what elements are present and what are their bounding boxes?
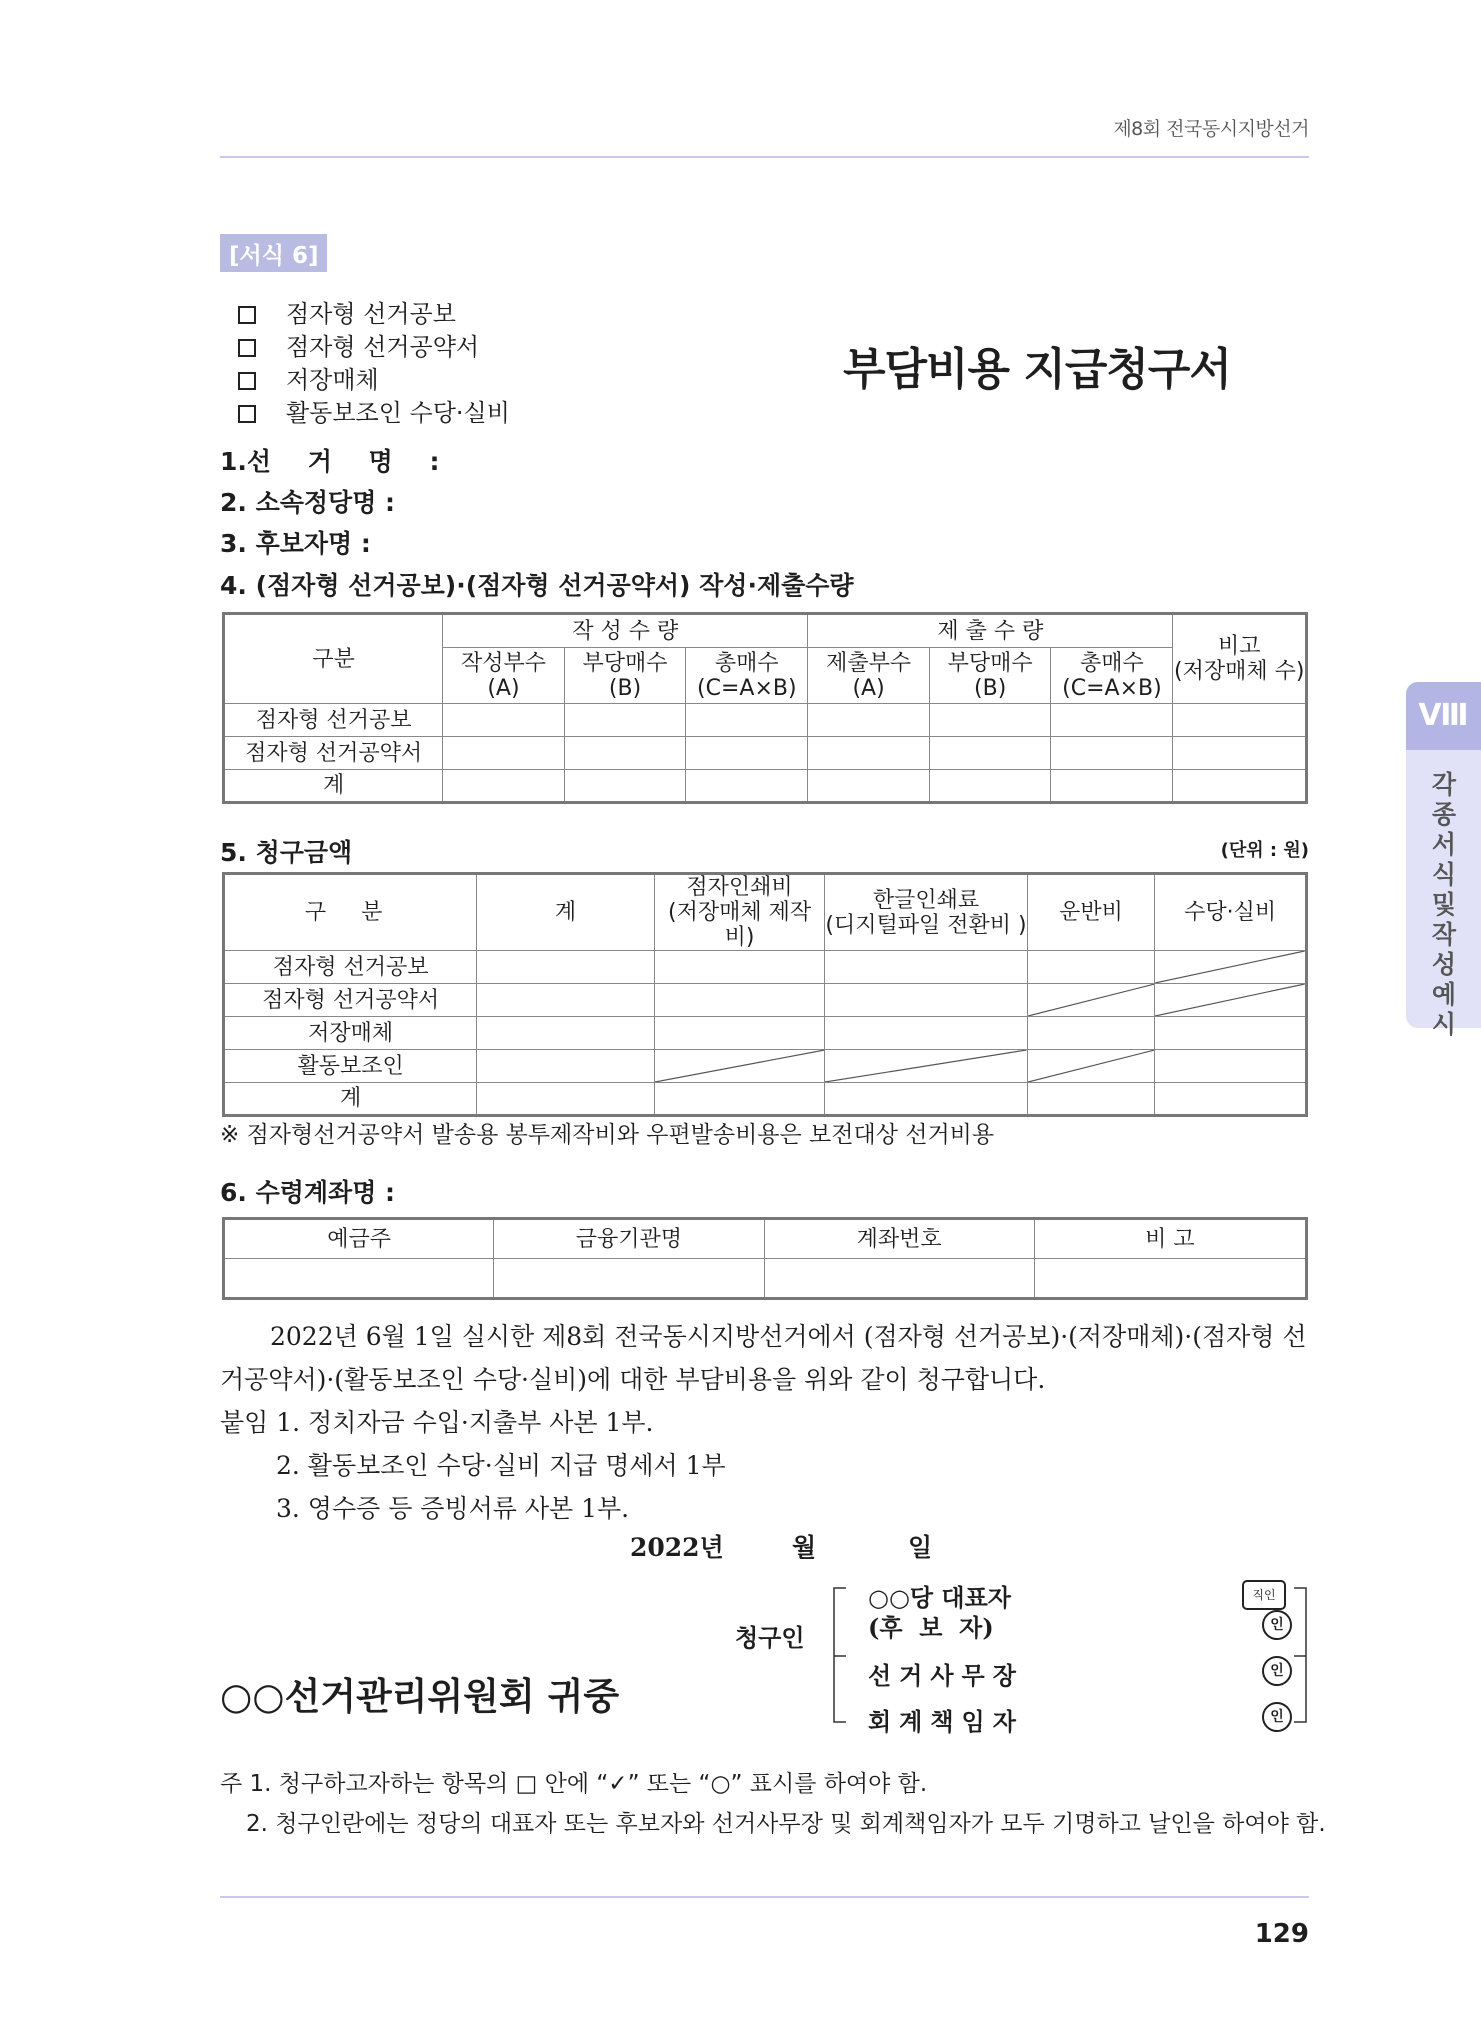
date-day: 일 xyxy=(908,1533,933,1562)
input-cell[interactable] xyxy=(564,737,686,770)
input-cell[interactable] xyxy=(825,1017,1027,1050)
checkbox-icon[interactable] xyxy=(238,339,256,357)
input-cell[interactable] xyxy=(1027,1083,1155,1116)
input-cell[interactable] xyxy=(494,1259,764,1299)
table2-header-transport: 운반비 xyxy=(1027,874,1155,951)
checklist xyxy=(238,298,510,430)
input-cell[interactable] xyxy=(808,704,930,737)
claimant-bracket-right xyxy=(1286,1580,1314,1730)
side-tab-roman: Ⅷ xyxy=(1406,682,1481,750)
campaign-manager: 선거사무장 xyxy=(868,1661,1024,1690)
table1-subheader: 총매수 (C=A×B) xyxy=(686,648,808,704)
input-cell[interactable] xyxy=(825,1083,1027,1116)
input-cell[interactable] xyxy=(477,951,654,984)
input-cell[interactable] xyxy=(1027,951,1155,984)
struck-cell xyxy=(654,1050,825,1083)
struck-cell xyxy=(1155,951,1307,984)
table1-subheader: 부당매수 (B) xyxy=(929,648,1051,704)
input-cell[interactable] xyxy=(825,951,1027,984)
table2-header-allowance: 수당·실비 xyxy=(1155,874,1307,951)
input-cell[interactable] xyxy=(1051,770,1173,803)
account-table xyxy=(222,1217,1308,1300)
table3-header: 금융기관명 xyxy=(494,1219,764,1259)
table3-header: 예금주 xyxy=(224,1219,494,1259)
input-cell[interactable] xyxy=(1034,1259,1306,1299)
table-row xyxy=(224,1259,1307,1299)
input-cell[interactable] xyxy=(1155,1017,1307,1050)
table-row: 저장매체 xyxy=(224,1017,1307,1050)
section-5-title: 5. 청구금액 xyxy=(220,838,353,867)
input-cell[interactable] xyxy=(477,1017,654,1050)
input-cell[interactable] xyxy=(1173,704,1307,737)
claimant-label: 청구인 xyxy=(735,1624,805,1652)
side-tab-label: 각종서식 및 작성예시 xyxy=(1431,770,1457,1039)
field-candidate-name: 3. 후보자명 : xyxy=(220,529,371,558)
table-row: 활동보조인 xyxy=(224,1050,1307,1083)
input-cell[interactable] xyxy=(686,770,808,803)
checkbox-icon[interactable] xyxy=(238,306,256,324)
attachment-2: 2. 활동보조인 수당·실비 지급 명세서 1부 xyxy=(276,1451,726,1480)
input-cell[interactable] xyxy=(654,951,825,984)
struck-cell xyxy=(1027,1050,1155,1083)
table-row: 계 xyxy=(224,770,1307,803)
claim-statement xyxy=(220,1315,1310,1530)
document-title: 부담비용 지급청구서 xyxy=(843,344,1231,395)
table1-subheader: 총매수 (C=A×B) xyxy=(1051,648,1173,704)
input-cell[interactable] xyxy=(1051,704,1173,737)
unit-label: (단위 : 원) xyxy=(1220,840,1309,861)
input-cell[interactable] xyxy=(929,770,1051,803)
official-stamp-box: 직인 xyxy=(1242,1580,1286,1610)
seal-icon: 인 xyxy=(1262,1610,1292,1640)
input-cell[interactable] xyxy=(654,1083,825,1116)
checklist-item[interactable]: 활동보조인 수당·실비 xyxy=(238,397,510,430)
claimant-bracket-left xyxy=(828,1580,856,1730)
input-cell[interactable] xyxy=(686,737,808,770)
note-text: ※ 점자형선거공약서 발송용 봉투제작비와 우편발송비용은 보전대상 선거비용 xyxy=(220,1122,995,1148)
seal-icon: 인 xyxy=(1262,1656,1292,1686)
input-cell[interactable] xyxy=(764,1259,1034,1299)
input-cell[interactable] xyxy=(1155,1050,1307,1083)
footnote-1: 주 1. 청구하고자하는 항목의 □ 안에 “✓” 또는 “○” 표시를 하여야 함. xyxy=(220,1771,928,1797)
input-cell[interactable] xyxy=(929,704,1051,737)
table-row: 점자형 선거공보 xyxy=(224,704,1307,737)
table2-header-braille: 점자인쇄비 (저장매체 제작비) xyxy=(654,874,825,951)
footnotes xyxy=(220,1764,1326,1844)
input-cell[interactable] xyxy=(929,737,1051,770)
running-title: 제8회 전국동시지방선거 xyxy=(1113,118,1309,140)
section-6-title: 6. 수령계좌명 : xyxy=(220,1178,396,1207)
attachment-3: 3. 영수증 등 증빙서류 사본 1부. xyxy=(276,1494,630,1523)
checklist-item[interactable]: 점자형 선거공보 xyxy=(238,298,510,331)
table2-header-gubun: 구 분 xyxy=(224,874,477,951)
candidate-label: (후 보 자) xyxy=(868,1613,994,1642)
input-cell[interactable] xyxy=(808,737,930,770)
input-cell[interactable] xyxy=(1155,1083,1307,1116)
table3-header: 비 고 xyxy=(1034,1219,1306,1259)
header-divider xyxy=(220,156,1309,158)
quantity-table xyxy=(222,612,1308,804)
input-cell[interactable] xyxy=(443,770,565,803)
claim-amount-table xyxy=(222,872,1308,1117)
checklist-item[interactable]: 점자형 선거공약서 xyxy=(238,331,510,364)
input-cell[interactable] xyxy=(825,984,1027,1017)
table1-subheader: 부당매수 (B) xyxy=(564,648,686,704)
checkbox-icon[interactable] xyxy=(238,405,256,423)
table-row: 점자형 선거공약서 xyxy=(224,984,1307,1017)
input-cell[interactable] xyxy=(1027,1017,1155,1050)
table1-subheader: 작성부수 (A) xyxy=(443,648,565,704)
input-cell[interactable] xyxy=(224,1259,494,1299)
table3-header: 계좌번호 xyxy=(764,1219,1034,1259)
input-cell[interactable] xyxy=(654,984,825,1017)
struck-cell xyxy=(1027,984,1155,1017)
table1-subheader: 제출부수 (A) xyxy=(808,648,930,704)
attachment-1: 붙임 1. 정치자금 수입·지출부 사본 1부. xyxy=(220,1408,654,1437)
input-cell[interactable] xyxy=(443,737,565,770)
checkbox-icon[interactable] xyxy=(238,372,256,390)
field-party-name: 2. 소속정당명 : xyxy=(220,488,396,517)
table2-header-hangul: 한글인쇄료 (디지털파일 전환비 ) xyxy=(825,874,1027,951)
footer-divider xyxy=(220,1896,1309,1898)
table1-header-submit: 제 출 수 량 xyxy=(808,614,1173,648)
table-row: 점자형 선거공약서 xyxy=(224,737,1307,770)
input-cell[interactable] xyxy=(1173,737,1307,770)
table-row: 점자형 선거공보 xyxy=(224,951,1307,984)
section-4-title: 4. (점자형 선거공보)·(점자형 선거공약서) 작성·제출수량 xyxy=(220,571,854,600)
struck-cell xyxy=(1155,984,1307,1017)
table-row: 계 xyxy=(224,1083,1307,1116)
input-cell[interactable] xyxy=(477,1083,654,1116)
table1-header-note: 비고 (저장매체 수) xyxy=(1173,614,1307,704)
table1-header-make: 작 성 수 량 xyxy=(443,614,808,648)
input-cell[interactable] xyxy=(1051,737,1173,770)
claim-paragraph: 2022년 6월 1일 실시한 제8회 전국동시지방선거에서 (점자형 선거공보)·(저장매체)·(점자형 선거공약서)·(활동보조인 수당·실비)에 대한 부담비용을 위와 같이 청구합니다. xyxy=(220,1322,1307,1394)
field-election-name: 1.선 거 명 : xyxy=(220,447,454,476)
input-cell[interactable] xyxy=(654,1017,825,1050)
checklist-item[interactable]: 저장매체 xyxy=(238,364,510,397)
input-cell[interactable] xyxy=(808,770,930,803)
table2-header-total: 계 xyxy=(477,874,654,951)
form-tag: [서식 6] xyxy=(220,234,327,272)
accountant: 회계책임자 xyxy=(868,1707,1024,1736)
input-cell[interactable] xyxy=(564,704,686,737)
seal-icon: 인 xyxy=(1262,1702,1292,1732)
input-cell[interactable] xyxy=(477,984,654,1017)
struck-cell xyxy=(825,1050,1027,1083)
input-cell[interactable] xyxy=(443,704,565,737)
input-cell[interactable] xyxy=(1173,770,1307,803)
table1-header-gubun: 구분 xyxy=(224,614,443,704)
date-year: 2022년 xyxy=(630,1533,724,1562)
input-cell[interactable] xyxy=(564,770,686,803)
recipient: ○○선거관리위원회 귀중 xyxy=(220,1675,620,1718)
input-cell[interactable] xyxy=(686,704,808,737)
input-cell[interactable] xyxy=(477,1050,654,1083)
date-month: 월 xyxy=(792,1533,817,1562)
page-number: 129 xyxy=(1254,1919,1309,1949)
footnote-2: 2. 청구인란에는 정당의 대표자 또는 후보자와 선거사무장 및 회계책임자가 모두 기명하고 날인을 하여야 함. xyxy=(246,1811,1326,1837)
party-representative: ○○당 대표자 xyxy=(868,1583,1011,1612)
